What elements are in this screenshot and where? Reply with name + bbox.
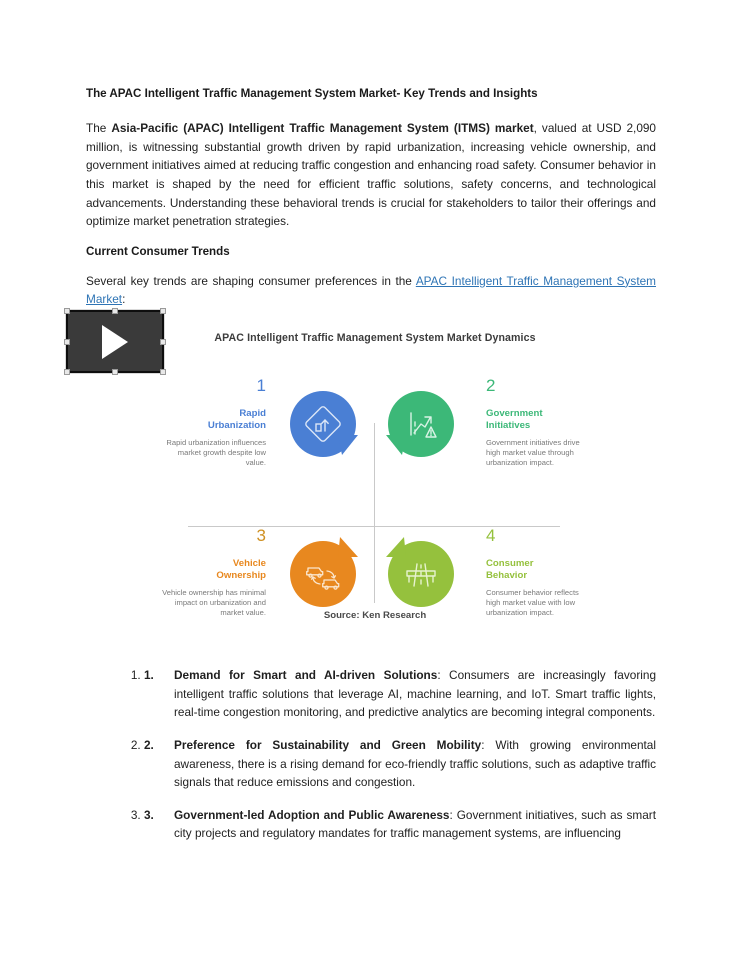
quadrant-2-heading-line2: Initiatives [486, 420, 531, 432]
quadrant-3-heading-line2: Ownership [216, 570, 266, 582]
resize-handle-bottom-center[interactable] [112, 369, 118, 375]
quadrant-1-text [160, 373, 272, 493]
resize-handle-top-left[interactable] [64, 308, 70, 314]
intro-lead: The [86, 121, 112, 136]
quadrant-3-heading-line1: Vehicle [232, 558, 266, 569]
list-marker: 2. 2. [144, 737, 154, 752]
quadrant-2-government-initiatives [374, 373, 588, 493]
quadrant-4-text [476, 523, 588, 643]
list-item-bold: Demand for Smart and AI-driven Solutions [174, 668, 438, 682]
list-item [144, 666, 656, 722]
list-item-text: : Government initiatives, such as smart city projects and regulatory mandates for traffic management systems, are influencing [174, 807, 656, 841]
quadrant-1-heading [160, 408, 266, 433]
resize-handle-bottom-left[interactable] [64, 369, 70, 375]
quadrant-3-text [160, 523, 272, 643]
list-item-bold: Preference for Sustainability and Green Mobility [174, 737, 482, 752]
growth-arrow-warning-icon [388, 391, 454, 457]
quadrant-2-number: 2 [486, 376, 496, 395]
quadrant-4-body: Consumer behavior reflects high market value with low urbanization impact. [486, 587, 579, 618]
quadrant-2-text [476, 373, 588, 493]
trends-lead-text: Several key trends are shaping consumer preferences in the [86, 273, 416, 288]
quadrant-4-icon-wrap [374, 523, 476, 643]
infographic-title: APAC Intelligent Traffic Management System Market Dynamics [214, 332, 536, 344]
quadrant-3-vehicle-ownership [160, 523, 374, 643]
quadrant-4-heading-line2: Behavior [486, 570, 528, 582]
apac-itms-market-link[interactable]: APAC Intelligent Traffic Management System Market [86, 273, 656, 307]
quadrant-4-number: 4 [486, 526, 496, 545]
quadrant-4-consumer-behavior [374, 523, 588, 643]
list-marker: 3. 3. [144, 807, 154, 822]
trends-list [104, 666, 656, 857]
quadrant-4-heading [486, 558, 588, 583]
play-triangle-icon[interactable] [102, 325, 128, 359]
list-item-text: : With growing environmental awareness, there is a rising demand for eco-friendly traffic solutions, such as adaptive traffic signals that reduce emissions and congestion. [174, 737, 656, 790]
resize-handle-top-center[interactable] [112, 308, 118, 314]
resize-handle-bottom-right[interactable] [160, 369, 166, 375]
trends-tail-text: : [122, 292, 126, 307]
quadrant-2-heading-line1: Government [486, 408, 543, 419]
quadrant-1-heading-line2: Urbanization [207, 420, 266, 432]
quadrant-3-icon-wrap [272, 523, 374, 643]
quadrant-1-number: 1 [256, 376, 266, 395]
quadrant-1-heading-line1: Rapid [239, 408, 266, 419]
list-item [144, 736, 656, 792]
list-item-text: : Consumers are increasingly favoring intelligent traffic solutions that leverage AI, machine learning, and IoT. Smart traffic lights, real-time congestion monitoring, and predictive analytics are becoming integral components. [174, 668, 657, 720]
quadrant-3-number: 3 [256, 526, 266, 545]
embedded-video-placeholder[interactable] [66, 310, 164, 373]
quadrant-3-body: Vehicle ownership has minimal impact on urbanization and market value. [162, 587, 266, 618]
intro-rest: , valued at USD 2,090 million, is witnessing substantial growth driven by rapid urbanization, increasing vehicle ownership, and government initiatives aimed at reducing traffic congestion and enhancing road safety. Consumer behavior in this market is shaped by the need for efficient traffic solutions, safety concerns, and technological advancements. Understanding these behavioral trends is crucial for stakeholders to tailor their offerings and optimize market penetration strategies. [86, 121, 656, 229]
quadrant-1-body: Rapid urbanization influences market growth despite low value. [166, 437, 266, 468]
page-title: The APAC Intelligent Traffic Management System Market- Key Trends and Insights [86, 87, 538, 100]
quadrant-3-heading [160, 558, 266, 583]
resize-handle-middle-left[interactable] [64, 339, 70, 345]
intro-bold-phrase: Asia-Pacific (APAC) Intelligent Traffic Management System (ITMS) market [111, 121, 534, 136]
quadrant-2-icon-wrap [374, 373, 476, 493]
road-sign-up-arrow-icon [290, 391, 356, 457]
quadrant-2-heading [486, 408, 588, 433]
list-item-bold: Government-led Adoption and Public Awareness [174, 807, 450, 822]
list-item [144, 806, 656, 843]
list-marker: 1. 1. [144, 668, 154, 682]
quadrant-1-rapid-urbanization [160, 373, 374, 493]
quadrant-2-body: Government initiatives drive high market value through urbanization impact. [486, 437, 580, 468]
resize-handle-top-right[interactable] [160, 308, 166, 314]
quadrant-1-icon-wrap [272, 373, 374, 493]
document-content [86, 86, 656, 323]
quadrant-4-heading-line1: Consumer [486, 558, 534, 569]
trends-lead-paragraph [86, 272, 656, 309]
resize-handle-middle-right[interactable] [160, 339, 166, 345]
intro-paragraph [86, 119, 656, 231]
infographic-source: Source: Ken Research [323, 610, 427, 621]
two-cars-exchange-icon [290, 541, 356, 607]
highway-overpass-icon [388, 541, 454, 607]
section-heading-current-consumer-trends: Current Consumer Trends [86, 244, 230, 258]
market-dynamics-infographic [160, 325, 590, 635]
